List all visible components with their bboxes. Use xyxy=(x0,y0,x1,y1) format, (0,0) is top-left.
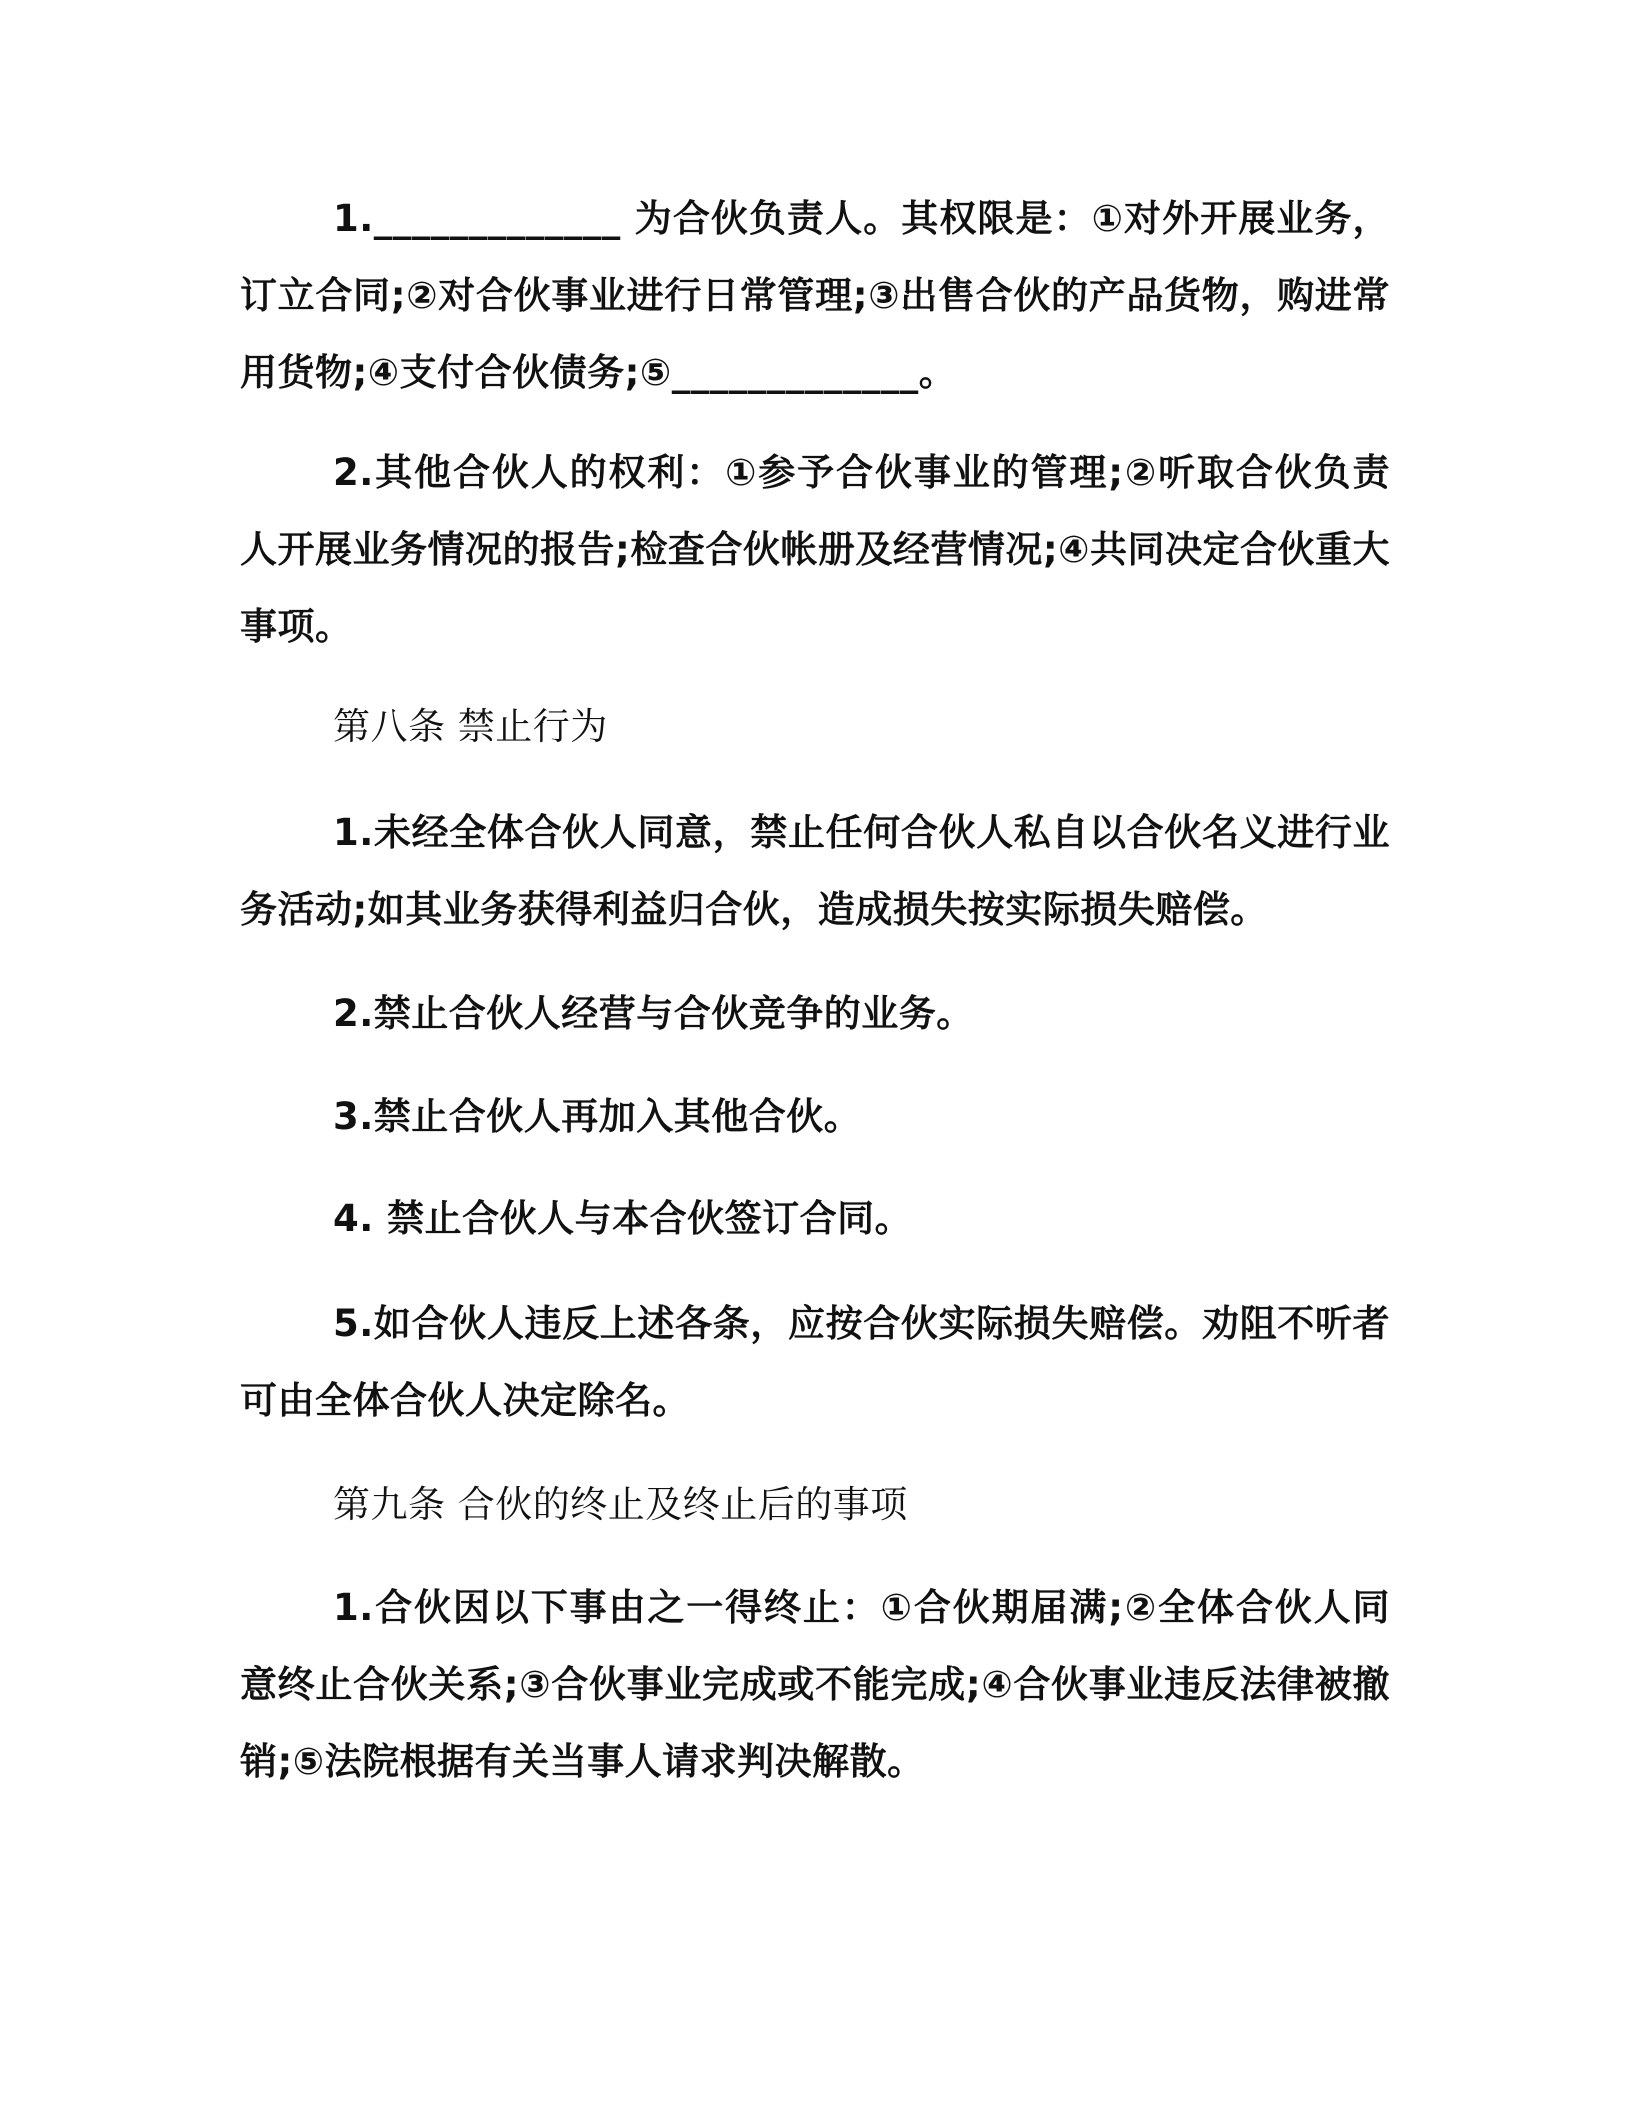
paragraph-other-partners-rights: 2.其他合伙人的权利：①参予合伙事业的管理;②听取合伙负责人开展业务情况的报告;检查合伙帐册及经营情况;④共同决定合伙重大事项。 xyxy=(240,451,1390,648)
paragraph-prohibition-2: 2.禁止合伙人经营与合伙竞争的业务。 xyxy=(333,992,974,1035)
paragraph-prohibition-5: 5.如合伙人违反上述各条，应按合伙实际损失赔偿。劝阻不听者可由全体合伙人决定除名。 xyxy=(240,1302,1390,1422)
paragraph-prohibition-4: 4. 禁止合伙人与本合伙签订合同。 xyxy=(333,1197,913,1240)
paragraph-termination-causes: 1.合伙因以下事由之一得终止：①合伙期届满;②全体合伙人同意终止合伙关系;③合伙事业完成或不能完成;④合伙事业违反法律被撤销;⑤法院根据有关当事人请求判决解散。 xyxy=(240,1586,1390,1783)
article-9-heading: 第九条 合伙的终止及终止后的事项 xyxy=(333,1483,908,1526)
paragraph-partner-in-charge-powers: 1._____________ 为合伙负责人。其权限是：①对外开展业务，订立合同;②对合伙事业进行日常管理;③出售合伙的产品货物，购进常用货物;④支付合伙债务;⑤_____________。 xyxy=(240,197,1390,394)
paragraph-prohibition-3: 3.禁止合伙人再加入其他合伙。 xyxy=(333,1095,862,1138)
article-8-heading: 第八条 禁止行为 xyxy=(333,705,608,748)
paragraph-prohibition-1: 1.未经全体合伙人同意，禁止任何合伙人私自以合伙名义进行业务活动;如其业务获得利益归合伙，造成损失按实际损失赔偿。 xyxy=(240,811,1390,931)
